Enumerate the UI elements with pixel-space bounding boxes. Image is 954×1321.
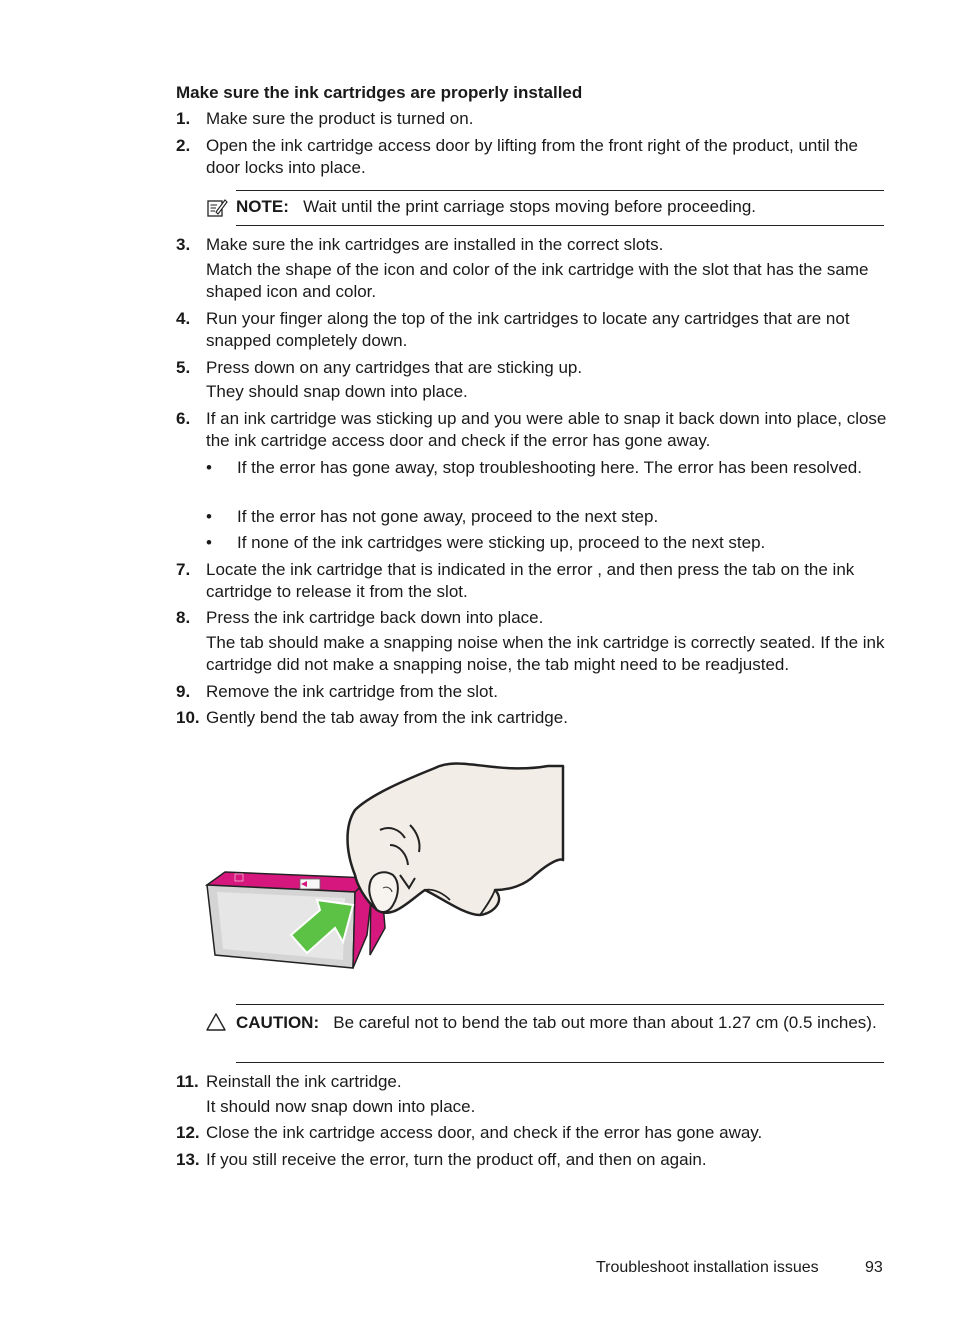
bullet-text: If the error has not gone away, proceed to the next step.: [237, 507, 659, 526]
step-11: [176, 1071, 896, 1093]
bullet-marker: •: [206, 507, 212, 526]
step-text: Locate the ink cartridge that is indicated in the error , and then press the tab on the ink cartridge to release it from the slot.: [206, 560, 855, 601]
note-label: NOTE:: [236, 197, 289, 216]
step-text: Reinstall the ink cartridge.: [206, 1072, 402, 1091]
bullet-item-2: [206, 506, 896, 528]
step-9: [176, 681, 896, 703]
step-2: [176, 135, 896, 179]
bullet-item-3: [206, 532, 896, 554]
step-8-detail: The tab should make a snapping noise when the ink cartridge is correctly seated. If the ink cartridge did not make a snapping noise, the tab might need to be readjusted.: [206, 633, 885, 674]
footer-page-number: 93: [865, 1259, 883, 1276]
bullet-item-1: [206, 457, 896, 479]
caution-label: CAUTION:: [236, 1013, 320, 1032]
bullet-text: If none of the ink cartridges were sticking up, proceed to the next step.: [237, 533, 766, 552]
step-7: [176, 559, 896, 603]
note-icon: [206, 197, 228, 225]
caution-top-rule: [236, 1004, 884, 1005]
step-number: 13.: [176, 1150, 200, 1169]
step-4: [176, 308, 896, 352]
step-3-detail: Match the shape of the icon and color of the ink cartridge with the slot that has the same shaped icon and color.: [206, 260, 869, 301]
caution-box: [206, 1011, 886, 1034]
step-12: [176, 1122, 896, 1144]
step-5-detail: They should snap down into place.: [206, 382, 468, 401]
step-13: [176, 1149, 896, 1171]
caution-text: Be careful not to bend the tab out more than about 1.27 cm (0.5 inches).: [333, 1013, 877, 1032]
step-text: Run your finger along the top of the ink cartridges to locate any cartridges that are not snapped completely down.: [206, 309, 850, 350]
step-text: Open the ink cartridge access door by lifting from the front right of the product, until the door locks into place.: [206, 136, 859, 177]
step-number: 10.: [176, 708, 200, 727]
step-text: Close the ink cartridge access door, and check if the error has gone away.: [206, 1123, 763, 1142]
step-number: 5.: [176, 358, 191, 377]
step-text: Press down on any cartridges that are sticking up.: [206, 358, 583, 377]
step-10: [176, 707, 896, 729]
step-11-detail: It should now snap down into place.: [206, 1097, 476, 1116]
step-3: [176, 234, 896, 256]
section-heading: Make sure the ink cartridges are properly installed: [176, 83, 583, 102]
caution-icon: [206, 1012, 226, 1038]
step-text: Gently bend the tab away from the ink cartridge.: [206, 708, 568, 727]
bullet-text: If the error has gone away, stop troubleshooting here. The error has been resolved.: [237, 458, 862, 477]
step-text: Remove the ink cartridge from the slot.: [206, 682, 498, 701]
step-text: Press the ink cartridge back down into place.: [206, 608, 544, 627]
step-8: [176, 607, 896, 629]
cartridge-tab-illustration: [195, 750, 575, 980]
step-5: [176, 357, 896, 379]
step-text: If an ink cartridge was sticking up and you were able to snap it back down into place, close the ink cartridge access door and check if the error has gone away.: [206, 409, 887, 450]
bullet-marker: •: [206, 533, 212, 552]
step-text: Make sure the product is turned on.: [206, 109, 474, 128]
step-text: Make sure the ink cartridges are installed in the correct slots.: [206, 235, 664, 254]
step-number: 12.: [176, 1123, 200, 1142]
step-number: 1.: [176, 109, 191, 128]
step-number: 4.: [176, 309, 191, 328]
footer-section-title: Troubleshoot installation issues: [596, 1259, 819, 1276]
step-text: If you still receive the error, turn the product off, and then on again.: [206, 1150, 707, 1169]
step-1: [176, 108, 896, 130]
note-bottom-rule: [236, 225, 884, 226]
step-number: 7.: [176, 560, 191, 579]
caution-bottom-rule: [236, 1062, 884, 1063]
note-text: Wait until the print carriage stops moving before proceeding.: [303, 197, 757, 216]
step-6: [176, 408, 888, 452]
step-number: 2.: [176, 136, 191, 155]
step-number: 11.: [176, 1072, 199, 1091]
step-number: 3.: [176, 235, 191, 254]
step-number: 6.: [176, 409, 191, 428]
step-number: 8.: [176, 608, 191, 627]
bullet-marker: •: [206, 458, 212, 477]
note-box: [206, 196, 886, 218]
note-top-rule: [236, 190, 884, 191]
step-number: 9.: [176, 682, 191, 701]
